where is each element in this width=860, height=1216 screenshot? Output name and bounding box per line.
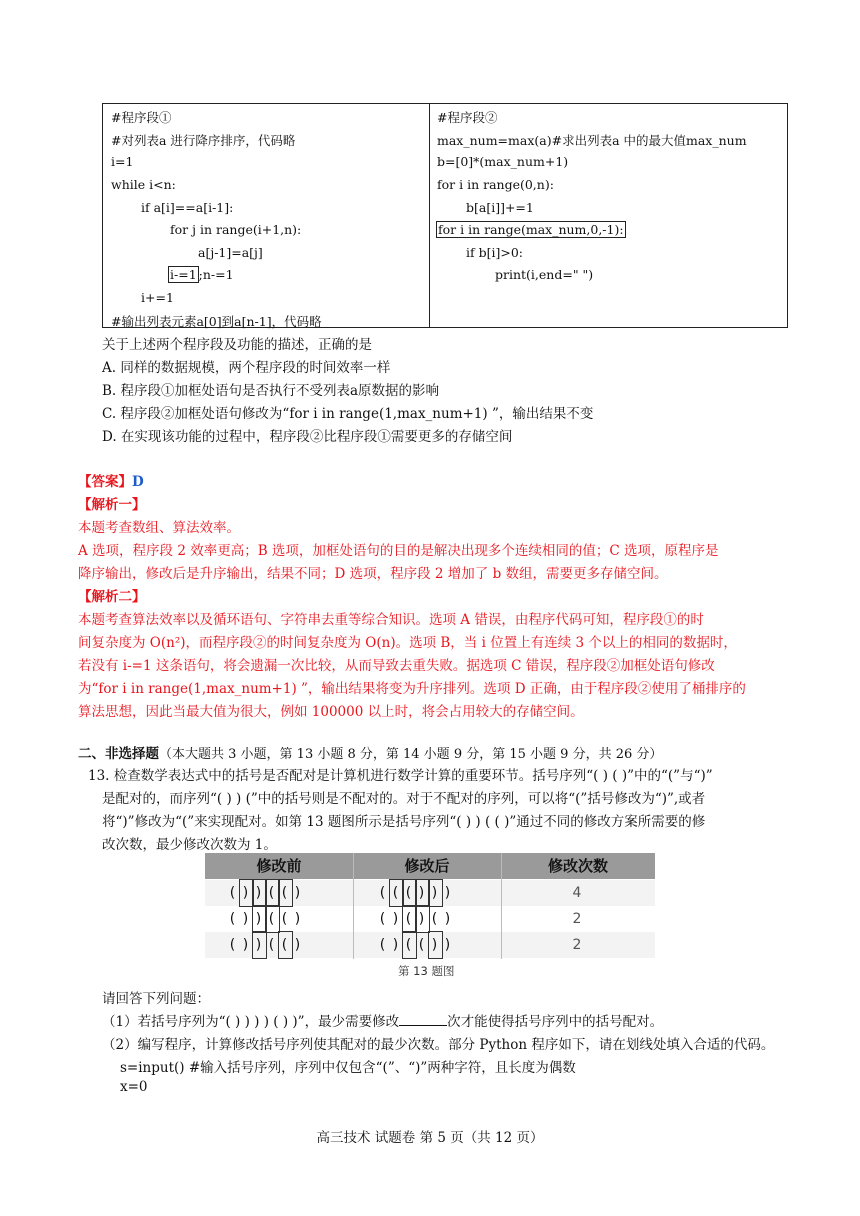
bracket-char: ): [444, 911, 453, 927]
bracket-char: (: [403, 906, 416, 932]
q13-prompt: 请回答下列问题：: [102, 991, 210, 1007]
bracket-char: (: [229, 937, 238, 953]
code-left-line-3: i=1: [111, 154, 134, 169]
figure-row-1-count: 4: [572, 885, 584, 901]
bracket-char: (: [281, 911, 290, 927]
figure-row-1-after: [377, 880, 455, 906]
boxed-statement-1: i-=1: [170, 267, 197, 282]
analysis2-line-1: 本题考查算法效率以及循环语句、字符串去重等综合知识。选项 A 错误，由程序代码可知，程序段①的时: [78, 612, 704, 628]
code-left-line-8: [168, 267, 234, 282]
boxed-statement-2: for i in range(max_num,0,-1):: [438, 222, 624, 237]
bracket-char: ): [416, 880, 429, 906]
code-table-divider: [429, 104, 430, 327]
analysis1-label: 【解析一】: [78, 497, 146, 513]
bracket-char: ): [392, 911, 401, 927]
option-c: C. 程序段②加框处语句修改为“for i in range(1,max_num+1) ”，输出结果不变: [102, 406, 594, 422]
bracket-char: ): [253, 906, 266, 932]
bracket-char: (: [229, 885, 238, 901]
bracket-char: (: [268, 937, 277, 953]
code-left-line-9: i+=1: [141, 290, 174, 305]
code-left-line-8-rest: ;n-=1: [198, 267, 234, 282]
bracket-char: ): [242, 911, 251, 927]
code-right-line-3: b=[0]*(max_num+1): [437, 154, 569, 169]
bracket-char: (: [266, 880, 279, 906]
code-left-line-6: for j in range(i+1,n):: [170, 222, 302, 237]
code-left-line-2: #对列表a 进行降序排序，代码略: [111, 133, 296, 148]
figure-col-divider-1: [353, 853, 354, 959]
option-a: A. 同样的数据规模，两个程序段的时间效率一样: [102, 360, 391, 376]
figure-13-table: [205, 853, 655, 959]
analysis1-line-2: A 选项，程序段 2 效率更高；B 选项，加框处语句的目的是解决出现多个连续相同的值；C 选项，原程序是: [78, 543, 719, 559]
bracket-char: (: [379, 937, 388, 953]
q13-line-1: 13. 检查数学表达式中的括号是否配对是计算机进行数学计算的重要环节。括号序列“( ) ( )”中的“(”与“)”: [88, 768, 713, 784]
header-after: 修改后: [404, 857, 450, 875]
analysis2-line-4: 为“for i in range(1,max_num+1) ”，输出结果将变为升序排列。选项 D 正确，由于程序段②使用了桶排序的: [78, 681, 746, 697]
bracket-char: (: [403, 932, 416, 958]
figure-row-3-before: [227, 932, 305, 958]
code-right-line-7: if b[i]>0:: [466, 245, 523, 260]
code-right-line-2: max_num=max(a)#求出列表a 中的最大值max_num: [437, 133, 747, 148]
code-left-line-1: #程序段①: [111, 110, 172, 125]
code-right-line-5: b[a[i]]+=1: [466, 200, 534, 215]
code-left-line-10: #输出列表元素a[0]到a[n-1]，代码略: [111, 314, 322, 329]
bracket-char: ): [240, 880, 253, 906]
bracket-char: ): [429, 932, 442, 958]
question-stem: 关于上述两个程序段及功能的描述，正确的是: [102, 337, 372, 353]
code-left-line-4: while i<n:: [111, 177, 176, 192]
bracket-char: ): [444, 885, 453, 901]
figure-row-1-before: [227, 880, 305, 906]
bracket-char: (: [266, 906, 279, 932]
code-left-line-5: if a[i]==a[i-1]:: [141, 200, 234, 215]
q13-line-4: 改次数，最少修改次数为 1。: [102, 837, 277, 853]
code-right-line-4: for i in range(0,n):: [437, 177, 554, 192]
analysis2-line-5: 算法思想，因此当最大值为很大，例如 100000 以上时，将会占用较大的存储空间。: [78, 704, 584, 720]
bracket-char: (: [279, 880, 292, 906]
bracket-char: (: [279, 932, 292, 958]
option-d: D. 在实现该功能的过程中，程序段②比程序段①需要更多的存储空间: [102, 429, 513, 445]
bracket-char: (: [431, 911, 440, 927]
bracket-char: ): [444, 937, 453, 953]
bracket-char: ): [416, 906, 429, 932]
bracket-char: (: [379, 885, 388, 901]
figure-row-2-before: [227, 906, 305, 932]
section2-heading: [78, 742, 662, 762]
answer-value: D: [132, 474, 144, 490]
figure-row-3-after: [377, 932, 455, 958]
figure-caption: 第 13 题图: [398, 964, 455, 978]
code-right-line-6: [436, 222, 626, 237]
q13-sub1-text-b: 次才能使得括号序列中的括号配对。: [447, 1014, 664, 1030]
bracket-char: ): [253, 932, 266, 958]
bracket-char: ): [294, 937, 303, 953]
code-right-line-1: #程序段②: [437, 110, 498, 125]
bracket-char: ): [429, 880, 442, 906]
figure-row-2-count: 2: [572, 911, 584, 927]
section2-desc: （本大题共 3 小题，第 13 小题 8 分，第 14 小题 9 分，第 15 小题 9 分，共 26 分）: [159, 747, 663, 762]
bracket-char: (: [379, 911, 388, 927]
q13-sub2: （2）编写程序，计算修改括号序列使其配对的最少次数。部分 Python 程序如下，请在划线处填入合适的代码。: [102, 1037, 775, 1053]
figure-row-2-after: [377, 906, 455, 932]
bracket-char: ): [242, 937, 251, 953]
header-before: 修改前: [256, 857, 302, 875]
code-line-input: s=input() #输入括号序列，序列中仅包含“(”、“)”两种字符，且长度为偶数: [120, 1060, 576, 1076]
bracket-char: (: [403, 880, 416, 906]
answer-blank-1[interactable]: [399, 1013, 447, 1026]
q13-line-3: 将“)”修改为“(”来实现配对。如第 13 题图所示是括号序列“( ) ) ( ( )”通过不同的修改方案所需要的修: [102, 814, 706, 830]
q13-sub1-text-a: （1）若括号序列为“( ) ) ) ) ( ) )”，最少需要修改: [102, 1014, 400, 1030]
page-footer: 高三技术 试题卷 第 5 页（共 12 页）: [316, 1130, 544, 1146]
option-b: B. 程序段①加框处语句是否执行不受列表a原数据的影响: [102, 383, 440, 399]
analysis2-line-2: 间复杂度为 O(n²)，而程序段②的时间复杂度为 O(n)。选项 B，当 i 位置上有连续 3 个以上的相同的数据时，: [78, 635, 737, 651]
bracket-char: (: [390, 880, 403, 906]
answer-line: [78, 470, 144, 490]
analysis2-line-3: 若没有 i-=1 这条语句，将会遗漏一次比较，从而导致去重失败。据选项 C 错误，程序段②加框处语句修改: [78, 658, 715, 674]
code-line-x: x=0: [120, 1079, 148, 1095]
bracket-char: ): [294, 911, 303, 927]
q13-sub1: [102, 1010, 663, 1030]
analysis1-line-1: 本题考查数组、算法效率。: [78, 520, 240, 536]
bracket-char: (: [418, 937, 427, 953]
analysis2-label: 【解析二】: [78, 589, 146, 605]
analysis1-line-3: 降序输出，修改后是升序输出，结果不同；D 选项，程序段 2 增加了 b 数组，需要更多存储空间。: [78, 566, 668, 582]
bracket-char: ): [294, 885, 303, 901]
code-right-line-8: print(i,end=" "): [495, 267, 594, 282]
q13-line-2: 是配对的，而序列“( ) ) (”中的括号则是不配对的。对于不配对的序列，可以将“(”括号修改为“)”,或者: [102, 791, 706, 807]
figure-row-3-count: 2: [572, 937, 584, 953]
bracket-char: (: [229, 911, 238, 927]
section2-title: 二、非选择题: [78, 746, 159, 762]
header-count: 修改次数: [547, 857, 608, 875]
code-left-line-7: a[j-1]=a[j]: [198, 245, 263, 260]
bracket-char: ): [392, 937, 401, 953]
bracket-char: ): [253, 880, 266, 906]
answer-label: 【答案】: [78, 474, 132, 490]
